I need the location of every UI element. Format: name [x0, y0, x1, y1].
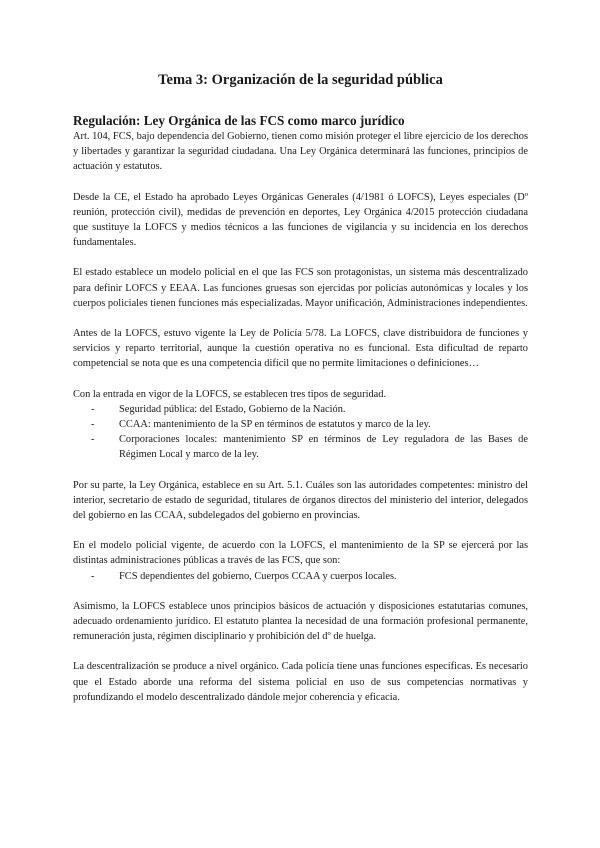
paragraph-descentralizacion: La descentralización se produce a nivel orgánico. Cada policía tiene unas funciones específicas. Es necesario que el Estado aborde una reforma del sistema policial en uso de sus competencias normativas y profundizando el modelo descentralizado dándole mejor coherencia y eficacia.	[73, 661, 528, 703]
list-item: - CCAA: mantenimiento de la SP en términos de estatutos y marco de la ley.	[73, 417, 528, 432]
document-page	[73, 60, 528, 720]
paragraph-mantenimiento-sp: En el modelo policial vigente, de acuerdo con la LOFCS, el mantenimiento de la SP se ejercerá por las distintas administraciones públicas a través de las FCS, que son:	[73, 540, 528, 567]
paragraph-art-104: Art. 104, FCS, bajo dependencia del Gobierno, tienen como misión proteger el libre ejercicio de los derechos y libertades y garantizar la seguridad ciudadana. Una Ley Orgánica determinará las funciones, principios de actuación y estatutos.	[73, 131, 528, 173]
document-title: Tema 3: Organización de la seguridad pública	[158, 72, 443, 88]
list-item: - FCS dependientes del gobierno, Cuerpos CCAA y cuerpos locales.	[73, 569, 528, 584]
list-item: - Seguridad pública: del Estado, Gobierno de la Nación.	[73, 402, 528, 417]
fcs-list	[73, 569, 528, 584]
paragraph-ley-policia: Antes de la LOFCS, estuvo vigente la Ley de Policía 5/78. La LOFCS, clave distribuidora de funciones y servicios y reparto territorial, aunque la cuestión operativa no es funcional. Esta dificultad de reparto competencial se nota que es una competencia difícil que no permite limitaciones o definiciones…	[73, 328, 528, 370]
list-item: - Corporaciones locales: mantenimiento SP en términos de Ley reguladora de las Bases de Régimen Local y marco de la ley.	[73, 432, 528, 462]
paragraph-tipos-seguridad: Con la entrada en vigor de la LOFCS, se establecen tres tipos de seguridad.	[73, 388, 387, 400]
paragraph-modelo-policial: El estado establece un modelo policial en el que las FCS son protagonistas, un sistema más descentralizado para definir LOFCS y EEAA. Las funciones gruesas son ejercidas por policías autonómicas y locales y los cuerpos policiales tienen funciones más especializadas. Mayor unificación, Administraciones independientes.	[73, 267, 528, 309]
paragraph-principios: Asimismo, la LOFCS establece unos principios básicos de actuación y disposiciones estatutarias comunes, adecuado ordenamiento jurídico. El estatuto plantea la necesidad de una formación profesional permanente, remuneración justa, régimen disciplinario y prohibición del dº de huelga.	[73, 600, 528, 643]
section-heading: Regulación: Ley Orgánica de las FCS como marco jurídico	[73, 113, 405, 128]
paragraph-autoridades: Por su parte, la Ley Orgánica, establece en su Art. 5.1. Cuáles son las autoridades competentes: ministro del interior, secretario de estado de seguridad, titulares de órganos directos del ministerio del interior, delegados del gobierno en las CCAA, subdelegados del gobierno en provincias.	[73, 479, 528, 522]
paragraph-leyes-organicas: Desde la CE, el Estado ha aprobado Leyes Orgánicas Generales (4/1981 ó LOFCS), Leyes especiales (Dº reunión, protección civil), medidas de prevención en deportes, Ley Orgánica 4/2015 protección ciudadana que sustituye la LOFCS y medios técnicos a las funciones de vigilancia y su incidencia en los derechos fundamentales.	[73, 191, 528, 249]
security-types-list	[73, 402, 528, 463]
